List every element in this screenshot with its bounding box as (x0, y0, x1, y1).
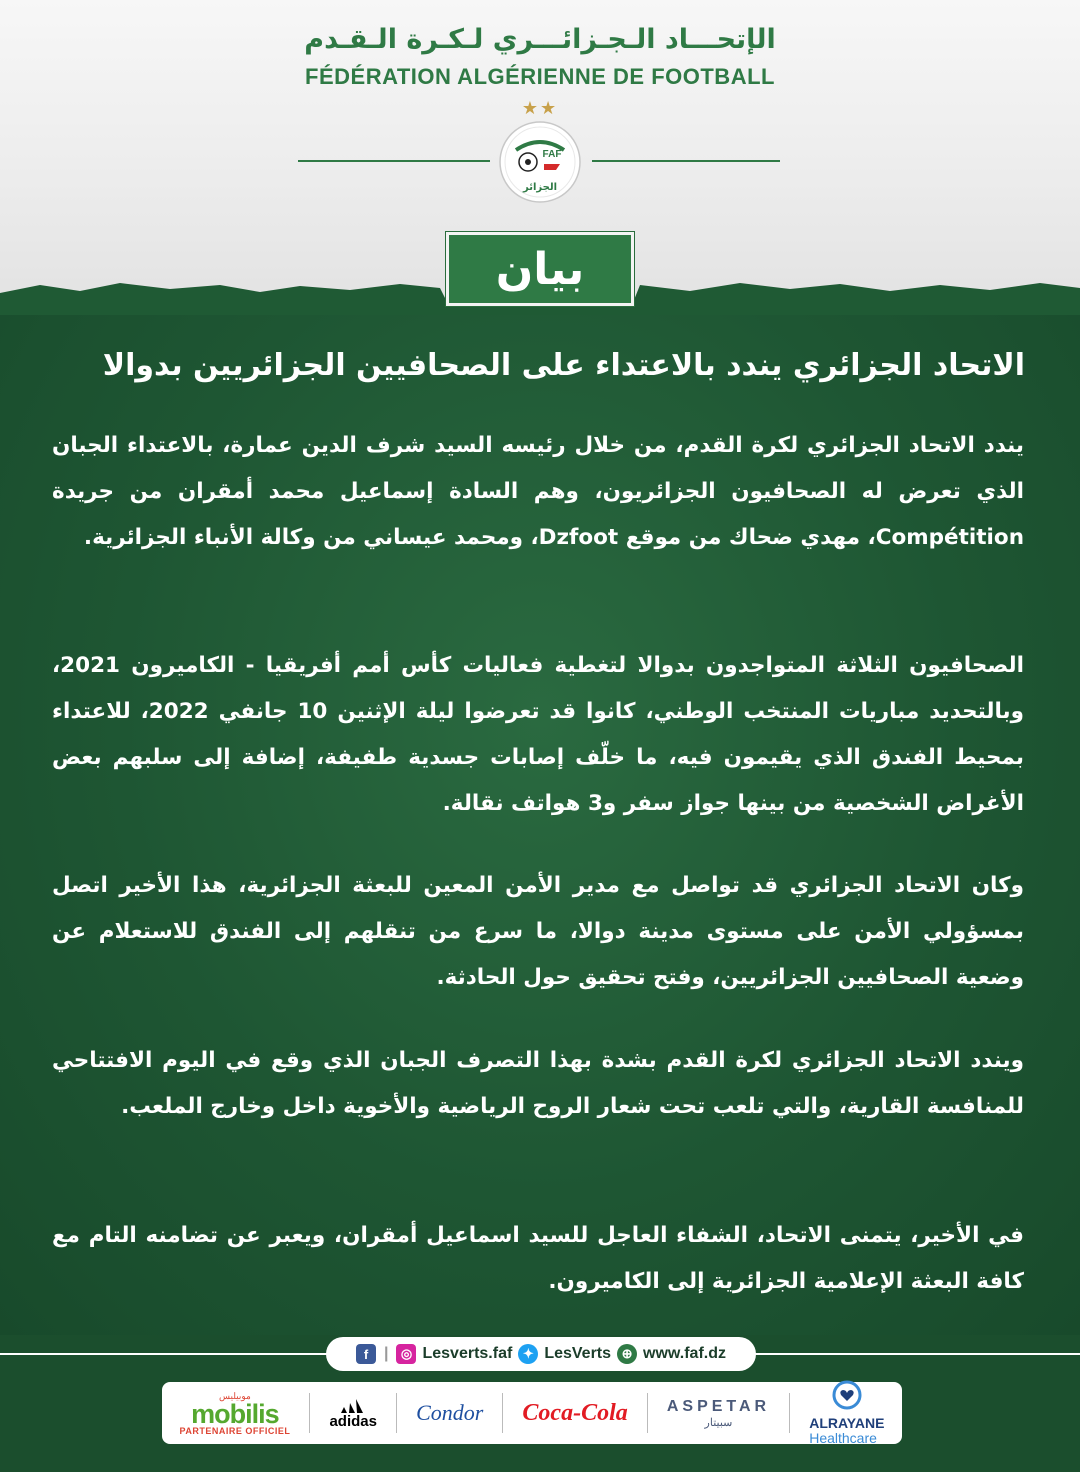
sponsor-divider (647, 1393, 648, 1433)
statement-headline: الاتحاد الجزائري يندد بالاعتداء على الصحافيين الجزائريين بدوالا (102, 348, 1025, 383)
stars-icon: ★★ (521, 98, 559, 119)
alrayane-heart-icon (832, 1380, 862, 1410)
paragraph-1: يندد الاتحاد الجزائري لكرة القدم، من خلال رئيسه السيد شرف الدين عمارة، بالاعتداء الجبان الذي تعرض له الصحافيون الجزائريون، وهم السادة إسماعيل محمد أمقران من جريدة Compétition، مهدي ضحاك من موقع Dzfoot، ومحمد عيساني من وكالة الأنباء الجزائرية. (52, 433, 1024, 550)
paragraph-5: في الأخير، يتمنى الاتحاد، الشفاء العاجل للسيد اسماعيل أمقران، ويعبر عن تضامنه التام مع كافة البعثة الإعلامية الجزائرية إلى الكاميرون. (52, 1223, 1024, 1294)
mobilis-subtitle: PARTENAIRE OFFICIEL (179, 1425, 291, 1436)
cocacola-logo-text: Coca-Cola (522, 1399, 628, 1426)
sponsor-aspetar (667, 1398, 770, 1429)
sponsor-divider (502, 1393, 503, 1433)
adidas-stripes-icon (338, 1397, 368, 1413)
sponsor-condor (416, 1400, 483, 1426)
alrayane-name: ALRAYANE (809, 1415, 885, 1431)
twitter-handle[interactable]: LesVerts (544, 1345, 612, 1362)
sponsors-bar (162, 1382, 902, 1444)
federation-name-arabic: الإتحـــاد الـجـزائـــري لـكـرة الـقـدم (304, 24, 776, 55)
sponsor-adidas (329, 1397, 377, 1430)
facebook-icon[interactable]: f (356, 1344, 376, 1364)
aspetar-arabic: سبيتار (704, 1416, 733, 1429)
mobilis-logo-text: mobilis (191, 1398, 279, 1429)
footer-line-left (0, 1353, 330, 1355)
aspetar-logo-text: ASPETAR (666, 1397, 771, 1415)
footer-line-right (752, 1353, 1080, 1355)
social-links-bar (326, 1337, 756, 1371)
twitter-icon[interactable]: ✦ (518, 1344, 538, 1364)
mobilis-arabic: موبيليس (219, 1390, 251, 1401)
separator: | (384, 1345, 389, 1362)
sponsor-divider (309, 1393, 310, 1433)
paragraph-4: ويندد الاتحاد الجزائري لكرة القدم بشدة بهذا التصرف الجبان الذي وقع في اليوم الافتتاحي للمنافسة القارية، والتي تلعب تحت شعار الروح الرياضية والأخوية داخل وخارج الملعب. (52, 1048, 1024, 1119)
sponsor-alrayane (809, 1380, 884, 1446)
instagram-handle[interactable]: Lesverts.faf (422, 1345, 513, 1362)
adidas-logo-text: adidas (329, 1412, 377, 1430)
emblem-initials: FAF (542, 149, 562, 160)
paragraph-2: الصحافيون الثلاثة المتواجدون بدوالا لتغطية فعاليات كأس أمم أفريقيا - الكاميرون 2021، وبالتحديد مباريات المنتخب الوطني، كانوا قد تعرضوا ليلة الإثنين 10 جانفي 2022، للاعتداء بمحيط الفندق الذي يقيمون فيه، ما خلّف إصابات جسدية طفيفة، إضافة إلى سلبهم بعض الأغراض الشخصية من بينها جواز سفر و3 هواتف نقالة. (52, 653, 1024, 816)
condor-logo-text: Condor (416, 1400, 484, 1425)
faf-emblem-icon (498, 120, 582, 204)
divider-right (592, 160, 780, 162)
statement-badge (446, 232, 634, 306)
emblem-caption: الجزائر (522, 182, 558, 193)
sponsor-cocacola (522, 1400, 627, 1427)
divider-left (298, 160, 490, 162)
alrayane-sub: Healthcare (809, 1430, 877, 1446)
sponsor-mobilis (180, 1391, 291, 1436)
statement-badge-label: بيان (495, 243, 585, 295)
federation-name-french: FÉDÉRATION ALGÉRIENNE DE FOOTBALL (305, 64, 775, 89)
paragraph-3: وكان الاتحاد الجزائري قد تواصل مع مدير الأمن المعين للبعثة الجزائرية، هذا الأخير اتصل بمسؤولي الأمن على مستوى مدينة دوالا، ما سرع من تنقلهم إلى الفندق للاستعلام عن وضعية الصحافيين الجزائريين، وفتح تحقيق حول الحادثة. (52, 873, 1024, 990)
sponsor-divider (396, 1393, 397, 1433)
instagram-icon[interactable]: ◎ (396, 1344, 416, 1364)
website-link[interactable]: www.faf.dz (643, 1345, 726, 1362)
sponsor-divider (789, 1393, 790, 1433)
globe-icon[interactable]: ⊕ (617, 1344, 637, 1364)
